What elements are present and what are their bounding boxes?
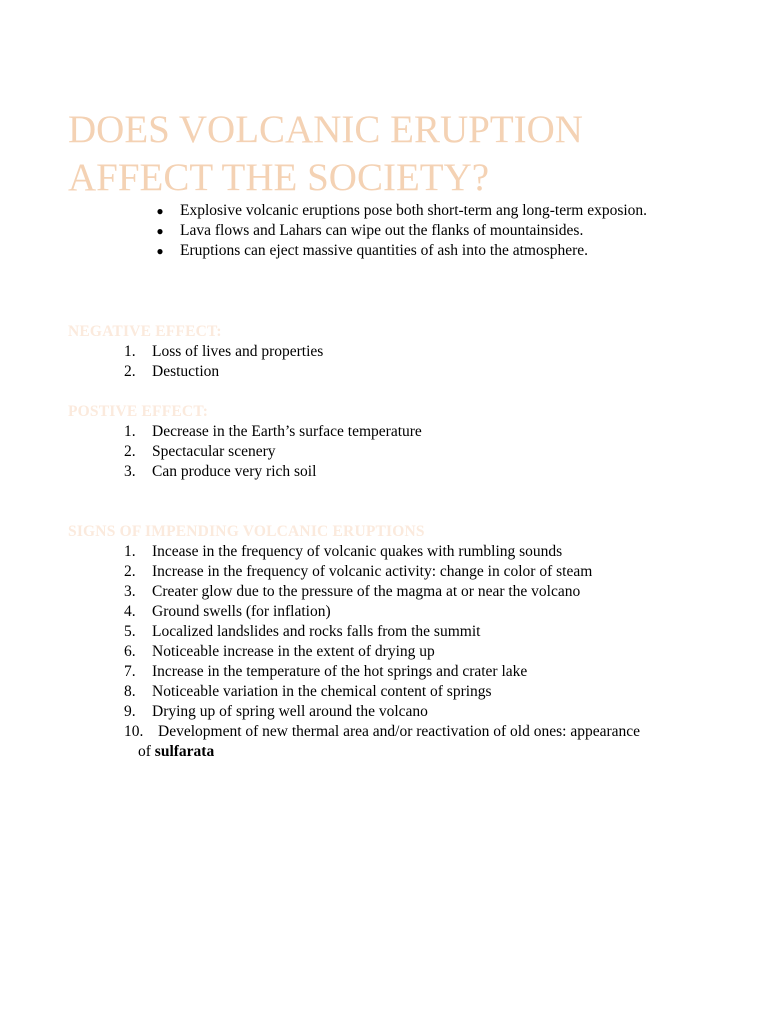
bullet-item: [140, 221, 720, 241]
list-text-continuation: [138, 742, 758, 762]
list-text: Creater glow due to the pressure of the magma at or near the volcano: [152, 583, 581, 600]
bullet-item: [140, 201, 720, 221]
list-text-bold-term: sulfarata: [154, 743, 215, 760]
list-number: 7.: [124, 663, 136, 680]
negative-effect-heading: NEGATIVE EFFECT:: [68, 323, 222, 340]
list-text: Drying up of spring well around the volcano: [152, 703, 428, 720]
list-text: Increase in the temperature of the hot springs and crater lake: [152, 663, 528, 680]
list-item: [118, 422, 758, 442]
list-item: [118, 542, 758, 562]
list-text: Localized landslides and rocks falls from the summit: [152, 623, 481, 640]
list-number: 6.: [124, 643, 136, 660]
list-number: 10.: [124, 723, 144, 740]
list-item: [118, 722, 758, 762]
bullet-dot-icon: ●: [156, 244, 164, 258]
list-text-prefix: of: [138, 743, 155, 760]
bullet-text: Lava flows and Lahars can wipe out the flanks of mountainsides.: [180, 222, 584, 239]
bullet-item: [140, 241, 720, 261]
list-item: [118, 562, 758, 582]
list-text: Noticeable variation in the chemical content of springs: [152, 683, 492, 700]
negative-effect-list: [118, 342, 758, 382]
list-number: 5.: [124, 623, 136, 640]
list-item: [118, 642, 758, 662]
signs-heading: SIGNS OF IMPENDING VOLCANIC ERUPTIONS: [68, 523, 425, 540]
list-item: [118, 582, 758, 602]
title-line-1: DOES VOLCANIC ERUPTION: [68, 108, 583, 151]
list-number: 2.: [124, 363, 136, 380]
intro-bullet-list: [140, 201, 720, 261]
list-item: [118, 362, 758, 382]
list-number: 3.: [124, 463, 136, 480]
bullet-dot-icon: ●: [156, 204, 164, 218]
list-number: 2.: [124, 443, 136, 460]
list-item: [118, 602, 758, 622]
list-text: Spectacular scenery: [152, 443, 276, 460]
list-item: [118, 682, 758, 702]
signs-list: [118, 542, 758, 762]
document-title: [68, 106, 728, 202]
list-text: Noticeable increase in the extent of drying up: [152, 643, 435, 660]
list-number: 8.: [124, 683, 136, 700]
list-text: Incease in the frequency of volcanic quakes with rumbling sounds: [152, 543, 563, 560]
list-text: Ground swells (for inflation): [152, 603, 331, 620]
list-number: 3.: [124, 583, 136, 600]
list-number: 1.: [124, 543, 136, 560]
list-number: 4.: [124, 603, 136, 620]
list-text: Can produce very rich soil: [152, 463, 317, 480]
list-text: Development of new thermal area and/or reactivation of old ones: appearance: [158, 723, 641, 740]
list-item: [118, 342, 758, 362]
list-text: Loss of lives and properties: [152, 343, 324, 360]
bullet-text: Explosive volcanic eruptions pose both short-term ang long-term exposion.: [180, 202, 648, 219]
list-number: 1.: [124, 343, 136, 360]
positive-effect-heading: POSTIVE EFFECT:: [68, 403, 209, 420]
list-item: [118, 462, 758, 482]
list-item: [118, 622, 758, 642]
list-text: Increase in the frequency of volcanic activity: change in color of steam: [152, 563, 593, 580]
list-number: 2.: [124, 563, 136, 580]
list-item: [118, 702, 758, 722]
bullet-dot-icon: ●: [156, 224, 164, 238]
list-text: Destuction: [152, 363, 220, 380]
list-item: [118, 442, 758, 462]
list-text: Decrease in the Earth’s surface temperature: [152, 423, 422, 440]
positive-effect-list: [118, 422, 758, 482]
list-number: 1.: [124, 423, 136, 440]
bullet-text: Eruptions can eject massive quantities of ash into the atmosphere.: [180, 242, 589, 259]
list-item: [118, 662, 758, 682]
title-line-2: AFFECT THE SOCIETY?: [68, 156, 490, 199]
list-number: 9.: [124, 703, 136, 720]
